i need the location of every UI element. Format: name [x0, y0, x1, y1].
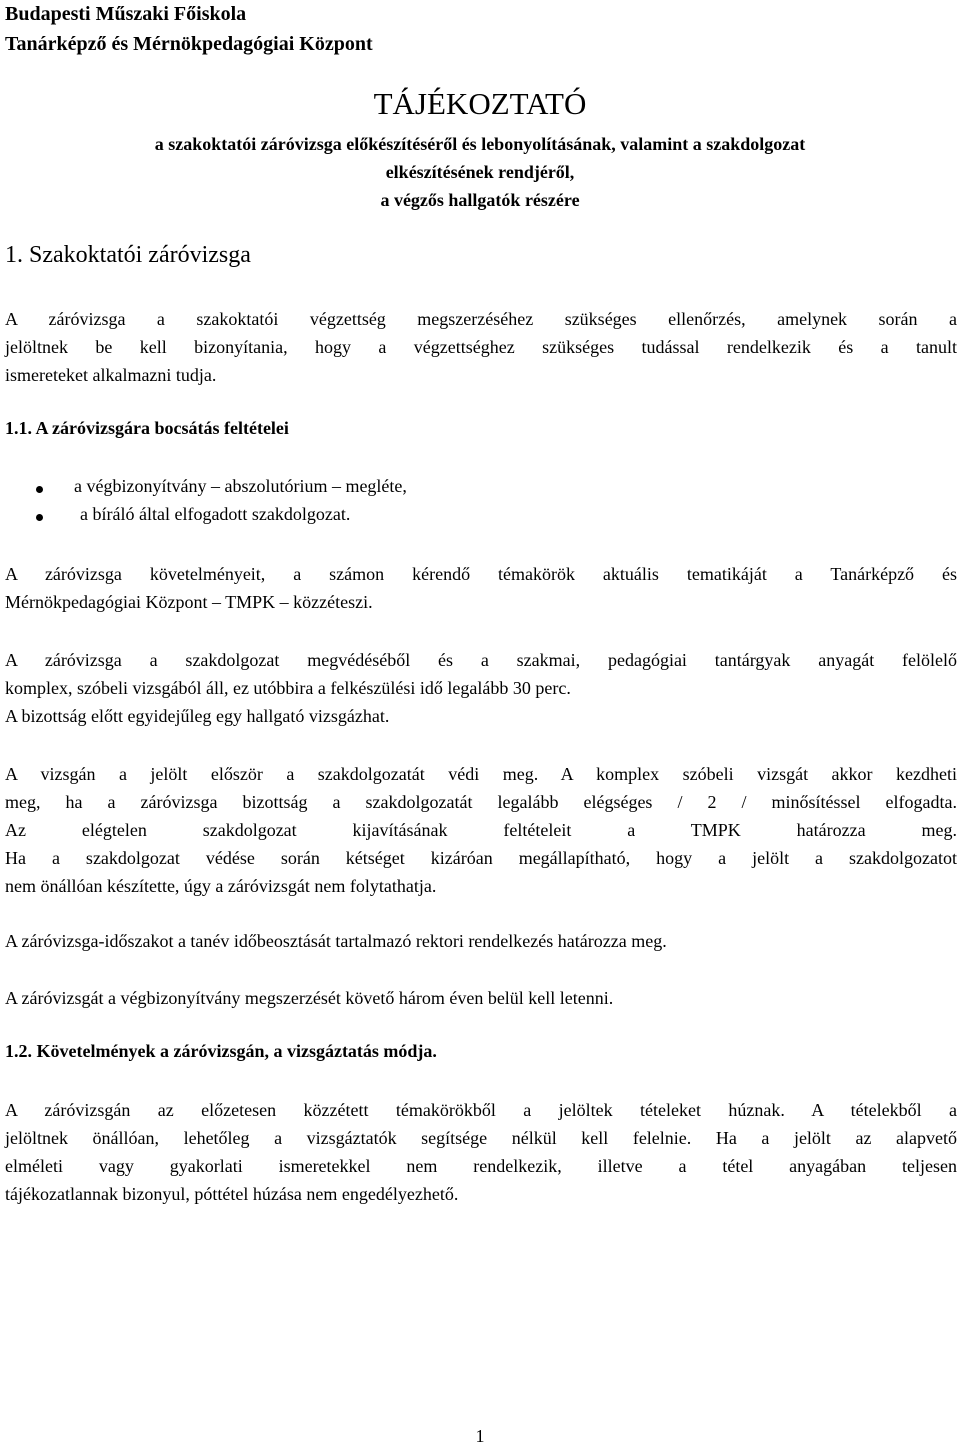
text-line: meg, ha a záróvizsga bizottság a szakdolgozatát legalább elégséges / 2 / minősítéssel elfogadta. — [5, 792, 957, 812]
paragraph-exam-method — [5, 1096, 957, 1208]
text-line: A záróvizsga a szakoktatói végzettség megszerzéséhez szükséges ellenőrzés, amelynek során a — [5, 309, 957, 329]
text-line: elméleti vagy gyakorlati ismeretekkel nem rendelkezik, illetve a tétel anyagában teljesen — [5, 1156, 957, 1176]
text-line: Mérnökpedagógiai Központ – TMPK – közzéteszi. — [5, 592, 373, 612]
section-heading-1-2: 1.2. Követelmények a záróvizsgán, a vizsgáztatás módja. — [5, 1041, 437, 1061]
text-line: A záróvizsga követelményeit, a számon kérendő témakörök aktuális tematikáját a Tanárképző és — [5, 564, 957, 584]
paragraph-thesis-defense — [5, 760, 957, 900]
bullet-text: a bíráló által elfogadott szakdolgozat. — [80, 504, 351, 524]
subtitle-line-2: elkészítésének rendjéről, — [385, 162, 575, 182]
text-line: komplex, szóbeli vizsgából áll, ez utóbbira a felkészülési idő legalább 30 perc. — [5, 678, 571, 698]
text-line: Az elégtelen szakdolgozat kijavításának feltételeit a TMPK határozza meg. — [5, 820, 957, 840]
institution-name: Budapesti Műszaki Főiskola — [5, 3, 247, 25]
paragraph-requirements — [5, 560, 957, 616]
text-line: Ha a szakdolgozat védése során kétséget kizáróan megállapítható, hogy a jelölt a szakdolgozatot — [5, 848, 957, 868]
text-line: A záróvizsgán az előzetesen közzétett témakörökből a jelöltek tételeket húznak. A tételekből a — [5, 1100, 957, 1120]
text-line: nem önállóan készítette, úgy a záróvizsgát nem folytathatja. — [5, 876, 437, 896]
subtitle-line-3: a végzős hallgatók részére — [380, 190, 580, 210]
text-line: A záróvizsga a szakdolgozat megvédéséből és a szakmai, pedagógiai tantárgyak anyagát felölelő — [5, 650, 957, 670]
section-heading-1: 1. Szakoktatói záróvizsga — [5, 242, 251, 268]
text-line: jelöltnek be kell bizonyítania, hogy a végzettséghez szükséges tudással rendelkezik és a tanult — [5, 337, 957, 357]
text-line: jelöltnek önállóan, lehetőleg a vizsgáztatók segítsége nélkül kell felelnie. Ha a jelölt az alapvető — [5, 1128, 957, 1148]
paragraph-deadline: A záróvizsgát a végbizonyítvány megszerzését követő három éven belül kell letenni. — [5, 988, 614, 1008]
bullet-icon — [36, 514, 43, 521]
section-heading-1-1: 1.1. A záróvizsgára bocsátás feltételei — [5, 418, 289, 438]
paragraph-exam-structure — [5, 646, 957, 730]
text-line: A bizottság előtt egyidejűleg egy hallgató vizsgázhat. — [5, 706, 390, 726]
bullet-icon — [36, 486, 43, 493]
text-line: ismereteket alkalmazni tudja. — [5, 365, 217, 385]
text-line: tájékozatlannak bizonyul, póttétel húzása nem engedélyezhető. — [5, 1184, 459, 1204]
document-title: TÁJÉKOZTATÓ — [373, 86, 587, 121]
page-number: 1 — [475, 1426, 485, 1446]
bullet-text: a végbizonyítvány – abszolutórium – megléte, — [74, 476, 407, 496]
text-line: A vizsgán a jelölt először a szakdolgozatát védi meg. A komplex szóbeli vizsgát akkor kezdheti — [5, 764, 957, 784]
section-1-intro — [5, 305, 957, 389]
institution-center: Tanárképző és Mérnökpedagógiai Központ — [5, 33, 373, 55]
subtitle-line-1: a szakoktatói záróvizsga előkészítéséről és lebonyolításának, valamint a szakdolgozat — [154, 134, 806, 154]
paragraph-exam-period: A záróvizsga-időszakot a tanév időbeosztását tartalmazó rektori rendelkezés határozza meg. — [5, 931, 667, 951]
